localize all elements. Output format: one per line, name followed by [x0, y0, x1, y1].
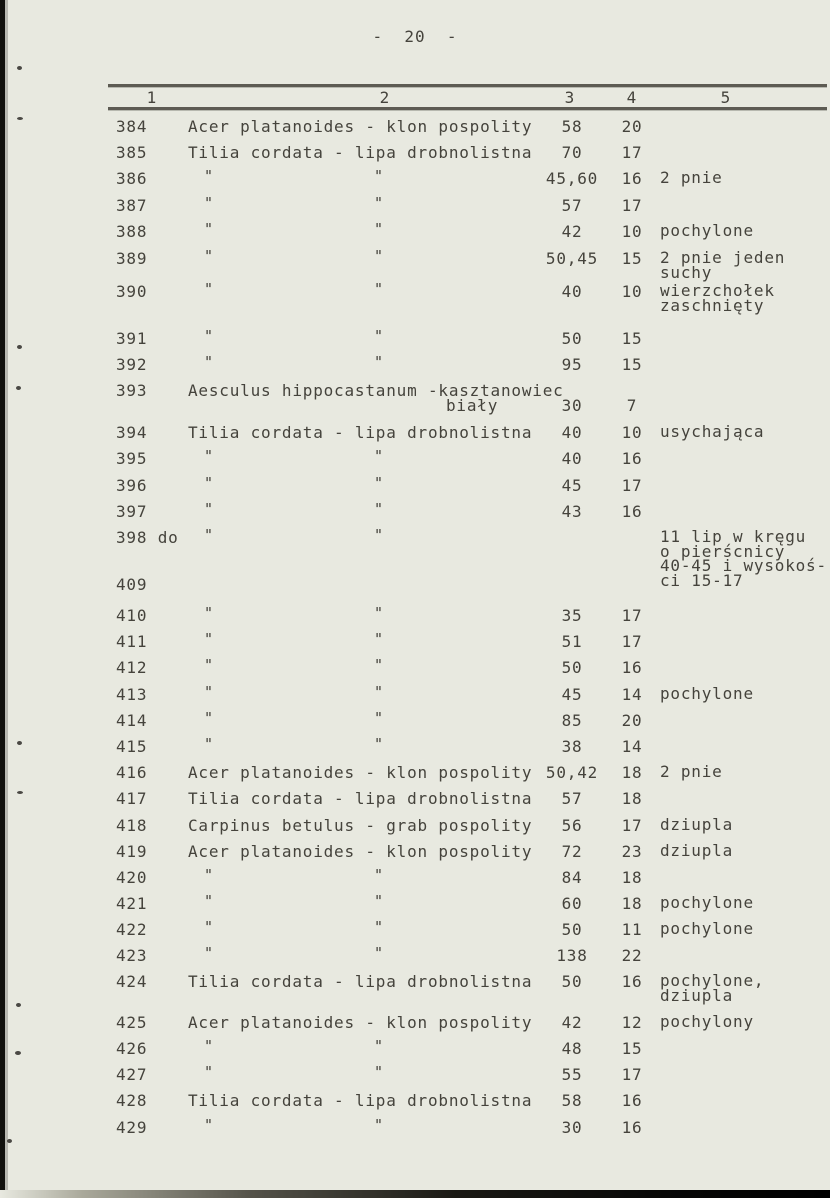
- row-id: 420: [116, 868, 148, 887]
- ditto-mark: ": [374, 735, 384, 753]
- diameter-value: 50: [561, 658, 583, 677]
- ditto-mark: ": [204, 474, 214, 492]
- ditto-mark: ": [374, 526, 384, 544]
- height-value: 7: [626, 396, 638, 415]
- diameter-value: 58: [561, 117, 583, 136]
- ditto-mark: ": [374, 656, 384, 674]
- ink-speck: [17, 66, 22, 70]
- note-text: dziupla: [660, 815, 734, 834]
- ditto-mark: ": [204, 892, 214, 910]
- row-id: 427: [116, 1065, 148, 1084]
- note-text: wierzchołek zaschnięty: [660, 281, 775, 315]
- species-name: Tilia cordata - lipa drobnolistna: [188, 423, 533, 442]
- ditto-mark: ": [204, 709, 214, 727]
- note-text: pochylone: [660, 684, 754, 703]
- scan-edge-left-shadow: [5, 0, 8, 1198]
- species-name: Acer platanoides - klon pospolity: [188, 763, 533, 782]
- ditto-mark: ": [204, 194, 214, 212]
- table-row-387: [116, 194, 824, 215]
- diameter-value: 138: [556, 946, 588, 965]
- row-id: 389: [116, 249, 148, 268]
- height-value: 18: [621, 868, 643, 887]
- diameter-value: 58: [561, 1091, 583, 1110]
- table-row-425: [116, 1012, 824, 1032]
- diameter-value: 50,45: [545, 249, 599, 268]
- ditto-mark: ": [204, 630, 214, 648]
- ink-speck: [15, 1051, 21, 1055]
- ditto-mark: ": [374, 918, 384, 936]
- diameter-value: 45,60: [545, 169, 599, 188]
- height-value: 16: [621, 658, 643, 677]
- table-row-424: [116, 971, 824, 1005]
- ditto-mark: ": [374, 683, 384, 701]
- diameter-value: 43: [561, 502, 583, 521]
- ink-speck: [17, 117, 23, 120]
- table-row-413: [116, 683, 824, 704]
- row-id: 418: [116, 816, 148, 835]
- diameter-value: 60: [561, 894, 583, 913]
- height-value: 17: [621, 196, 643, 215]
- ink-speck: [16, 1003, 21, 1007]
- ditto-mark: ": [204, 1116, 214, 1134]
- note-text: pochylone: [660, 919, 754, 938]
- table-row-396: [116, 474, 824, 495]
- ditto-mark: ": [204, 247, 214, 265]
- ditto-mark: ": [374, 500, 384, 518]
- ditto-mark: ": [374, 604, 384, 622]
- ditto-mark: ": [374, 474, 384, 492]
- ditto-mark: ": [204, 918, 214, 936]
- ditto-mark: ": [204, 604, 214, 622]
- height-value: 10: [621, 222, 643, 241]
- row-id: 411: [116, 632, 148, 651]
- row-id: 386: [116, 169, 148, 188]
- ditto-mark: ": [374, 353, 384, 371]
- height-value: 14: [621, 685, 643, 704]
- table-row-390: [116, 280, 824, 315]
- ditto-mark: ": [204, 944, 214, 962]
- table-row-415: [116, 735, 824, 756]
- table-row-422: [116, 918, 824, 939]
- row-id: 387: [116, 196, 148, 215]
- row-id: 395: [116, 449, 148, 468]
- row-id: 421: [116, 894, 148, 913]
- note-text: 2 pnie jeden suchy: [660, 248, 786, 282]
- table-row-429: [116, 1116, 824, 1137]
- row-id: 423: [116, 946, 148, 965]
- species-name: Aesculus hippocastanum -kasztanowiec biały: [188, 381, 564, 415]
- ditto-mark: ": [374, 280, 384, 298]
- ditto-mark: ": [204, 353, 214, 371]
- table-row-385: [116, 145, 824, 160]
- note-text: 11 lip w kręgu o pierścnicy 40-45 i wysokoś- ci 15-17: [660, 527, 827, 590]
- row-id: 429: [116, 1118, 148, 1137]
- height-value: 17: [621, 143, 643, 162]
- note-text: pochylone, dziupla: [660, 971, 765, 1005]
- row-id: 394: [116, 423, 148, 442]
- row-id: 393: [116, 381, 148, 400]
- column-header-3: 3: [564, 88, 576, 107]
- diameter-value: 50: [561, 920, 583, 939]
- row-id: 414: [116, 711, 148, 730]
- table-row-395: [116, 447, 824, 468]
- row-id: 392: [116, 355, 148, 374]
- ink-speck: [7, 1139, 12, 1143]
- ditto-mark: ": [374, 194, 384, 212]
- height-value: 15: [621, 249, 643, 268]
- diameter-value: 45: [561, 685, 583, 704]
- ditto-mark: ": [374, 866, 384, 884]
- diameter-value: 42: [561, 222, 583, 241]
- height-value: 15: [621, 355, 643, 374]
- ditto-mark: ": [204, 1037, 214, 1055]
- table-row-428: [116, 1093, 824, 1108]
- diameter-value: 50: [561, 329, 583, 348]
- diameter-value: 40: [561, 423, 583, 442]
- note-text: usychająca: [660, 422, 765, 441]
- table-row-426: [116, 1037, 824, 1058]
- height-value: 15: [621, 329, 643, 348]
- row-id: 426: [116, 1039, 148, 1058]
- table-row-384: [116, 119, 824, 134]
- table-row-409: [116, 577, 824, 592]
- ditto-mark: ": [204, 656, 214, 674]
- diameter-value: 84: [561, 868, 583, 887]
- height-value: 16: [621, 972, 643, 991]
- note-text: pochylony: [660, 1012, 754, 1031]
- row-id: 417: [116, 789, 148, 808]
- species-name: Acer platanoides - klon pospolity: [188, 1013, 533, 1032]
- diameter-value: 55: [561, 1065, 583, 1084]
- ditto-mark: ": [204, 280, 214, 298]
- row-id: 384: [116, 117, 148, 136]
- height-value: 18: [621, 763, 643, 782]
- note-text: dziupla: [660, 841, 734, 860]
- height-value: 18: [621, 894, 643, 913]
- height-value: 11: [621, 920, 643, 939]
- diameter-value: 50,42: [545, 763, 599, 782]
- species-name: Tilia cordata - lipa drobnolistna: [188, 1091, 533, 1110]
- diameter-value: 51: [561, 632, 583, 651]
- row-id: 422: [116, 920, 148, 939]
- height-value: 18: [621, 789, 643, 808]
- ink-speck: [16, 386, 21, 390]
- ditto-mark: ": [204, 866, 214, 884]
- ditto-mark: ": [204, 327, 214, 345]
- table-row-421: [116, 892, 824, 913]
- height-value: 17: [621, 606, 643, 625]
- ditto-mark: ": [374, 944, 384, 962]
- row-id: 424: [116, 972, 148, 991]
- column-header-2: 2: [379, 88, 391, 107]
- row-id: 391: [116, 329, 148, 348]
- ditto-mark: ": [204, 683, 214, 701]
- species-name: Tilia cordata - lipa drobnolistna: [188, 143, 533, 162]
- species-name: Acer platanoides - klon pospolity: [188, 842, 533, 861]
- row-id: 397: [116, 502, 148, 521]
- table-row-414: [116, 709, 824, 730]
- table-row-418: [116, 815, 824, 835]
- diameter-value: 50: [561, 972, 583, 991]
- diameter-value: 70: [561, 143, 583, 162]
- ditto-mark: ": [204, 220, 214, 238]
- diameter-value: 40: [561, 282, 583, 301]
- table-row-389: [116, 247, 824, 282]
- row-id: 419: [116, 842, 148, 861]
- ditto-mark: ": [374, 447, 384, 465]
- table-rule-top: [108, 84, 827, 87]
- diameter-value: 72: [561, 842, 583, 861]
- diameter-value: 45: [561, 476, 583, 495]
- ditto-mark: ": [374, 167, 384, 185]
- row-id: 390: [116, 282, 148, 301]
- table-row-420: [116, 866, 824, 887]
- ditto-mark: ": [374, 1037, 384, 1055]
- ditto-mark: ": [204, 500, 214, 518]
- table-row-419: [116, 841, 824, 861]
- diameter-value: 95: [561, 355, 583, 374]
- table-row-416: [116, 762, 824, 782]
- species-name-line2: biały: [446, 396, 499, 415]
- height-value: 14: [621, 737, 643, 756]
- table-row-427: [116, 1063, 824, 1084]
- ditto-mark: ": [204, 735, 214, 753]
- table-row-411: [116, 630, 824, 651]
- table-row-412: [116, 656, 824, 677]
- ditto-mark: ": [204, 526, 214, 544]
- ditto-mark: ": [204, 167, 214, 185]
- diameter-value: 48: [561, 1039, 583, 1058]
- diameter-value: 30: [561, 396, 583, 415]
- row-id: 385: [116, 143, 148, 162]
- row-id: 425: [116, 1013, 148, 1032]
- row-id: 412: [116, 658, 148, 677]
- ditto-mark: ": [374, 1116, 384, 1134]
- height-value: 16: [621, 169, 643, 188]
- height-value: 22: [621, 946, 643, 965]
- column-header-1: 1: [146, 88, 158, 107]
- height-value: 10: [621, 282, 643, 301]
- table-row-392: [116, 353, 824, 374]
- height-value: 12: [621, 1013, 643, 1032]
- ditto-mark: ": [374, 1063, 384, 1081]
- diameter-value: 57: [561, 789, 583, 808]
- height-value: 16: [621, 1118, 643, 1137]
- diameter-value: 40: [561, 449, 583, 468]
- scan-edge-bottom: [0, 1190, 830, 1198]
- species-name: Tilia cordata - lipa drobnolistna: [188, 789, 533, 808]
- column-header-5: 5: [720, 88, 732, 107]
- species-name: Acer platanoides - klon pospolity: [188, 117, 533, 136]
- ink-speck: [17, 741, 22, 745]
- row-id: 416: [116, 763, 148, 782]
- height-value: 10: [621, 423, 643, 442]
- row-id: 413: [116, 685, 148, 704]
- row-id: 398 do: [116, 528, 179, 547]
- table-row-393: [116, 383, 824, 413]
- diameter-value: 57: [561, 196, 583, 215]
- table-row-394: [116, 422, 824, 442]
- ditto-mark: ": [374, 892, 384, 910]
- height-value: 16: [621, 1091, 643, 1110]
- height-value: 17: [621, 1065, 643, 1084]
- table-rule-bottom: [108, 107, 827, 110]
- column-header-4: 4: [626, 88, 638, 107]
- table-row-417: [116, 791, 824, 806]
- species-name: Carpinus betulus - grab pospolity: [188, 816, 533, 835]
- ditto-mark: ": [204, 1063, 214, 1081]
- ink-speck: [17, 345, 22, 349]
- height-value: 23: [621, 842, 643, 861]
- row-id: 388: [116, 222, 148, 241]
- table-row-397: [116, 500, 824, 521]
- height-value: 17: [621, 632, 643, 651]
- ditto-mark: ": [374, 247, 384, 265]
- diameter-value: 38: [561, 737, 583, 756]
- height-value: 17: [621, 816, 643, 835]
- diameter-value: 35: [561, 606, 583, 625]
- height-value: 17: [621, 476, 643, 495]
- row-id: 428: [116, 1091, 148, 1110]
- ditto-mark: ": [374, 327, 384, 345]
- diameter-value: 42: [561, 1013, 583, 1032]
- height-value: 20: [621, 711, 643, 730]
- table-row-410: [116, 604, 824, 625]
- table-row-391: [116, 327, 824, 348]
- row-id: 410: [116, 606, 148, 625]
- note-text: pochylone: [660, 893, 754, 912]
- table-row-386: [116, 167, 824, 188]
- note-text: pochylone: [660, 221, 754, 240]
- ditto-mark: ": [204, 447, 214, 465]
- diameter-value: 85: [561, 711, 583, 730]
- height-value: 20: [621, 117, 643, 136]
- diameter-value: 30: [561, 1118, 583, 1137]
- species-name: Tilia cordata - lipa drobnolistna: [188, 972, 533, 991]
- row-id: 409: [116, 575, 148, 594]
- note-text: 2 pnie: [660, 762, 723, 781]
- page-number: - 20 -: [372, 27, 458, 46]
- ink-speck: [17, 791, 23, 794]
- height-value: 16: [621, 449, 643, 468]
- row-id: 415: [116, 737, 148, 756]
- table-row-388: [116, 220, 824, 241]
- height-value: 16: [621, 502, 643, 521]
- diameter-value: 56: [561, 816, 583, 835]
- height-value: 15: [621, 1039, 643, 1058]
- note-text: 2 pnie: [660, 168, 723, 187]
- ditto-mark: ": [374, 630, 384, 648]
- table-row-423: [116, 944, 824, 965]
- ditto-mark: ": [374, 709, 384, 727]
- row-id: 396: [116, 476, 148, 495]
- ditto-mark: ": [374, 220, 384, 238]
